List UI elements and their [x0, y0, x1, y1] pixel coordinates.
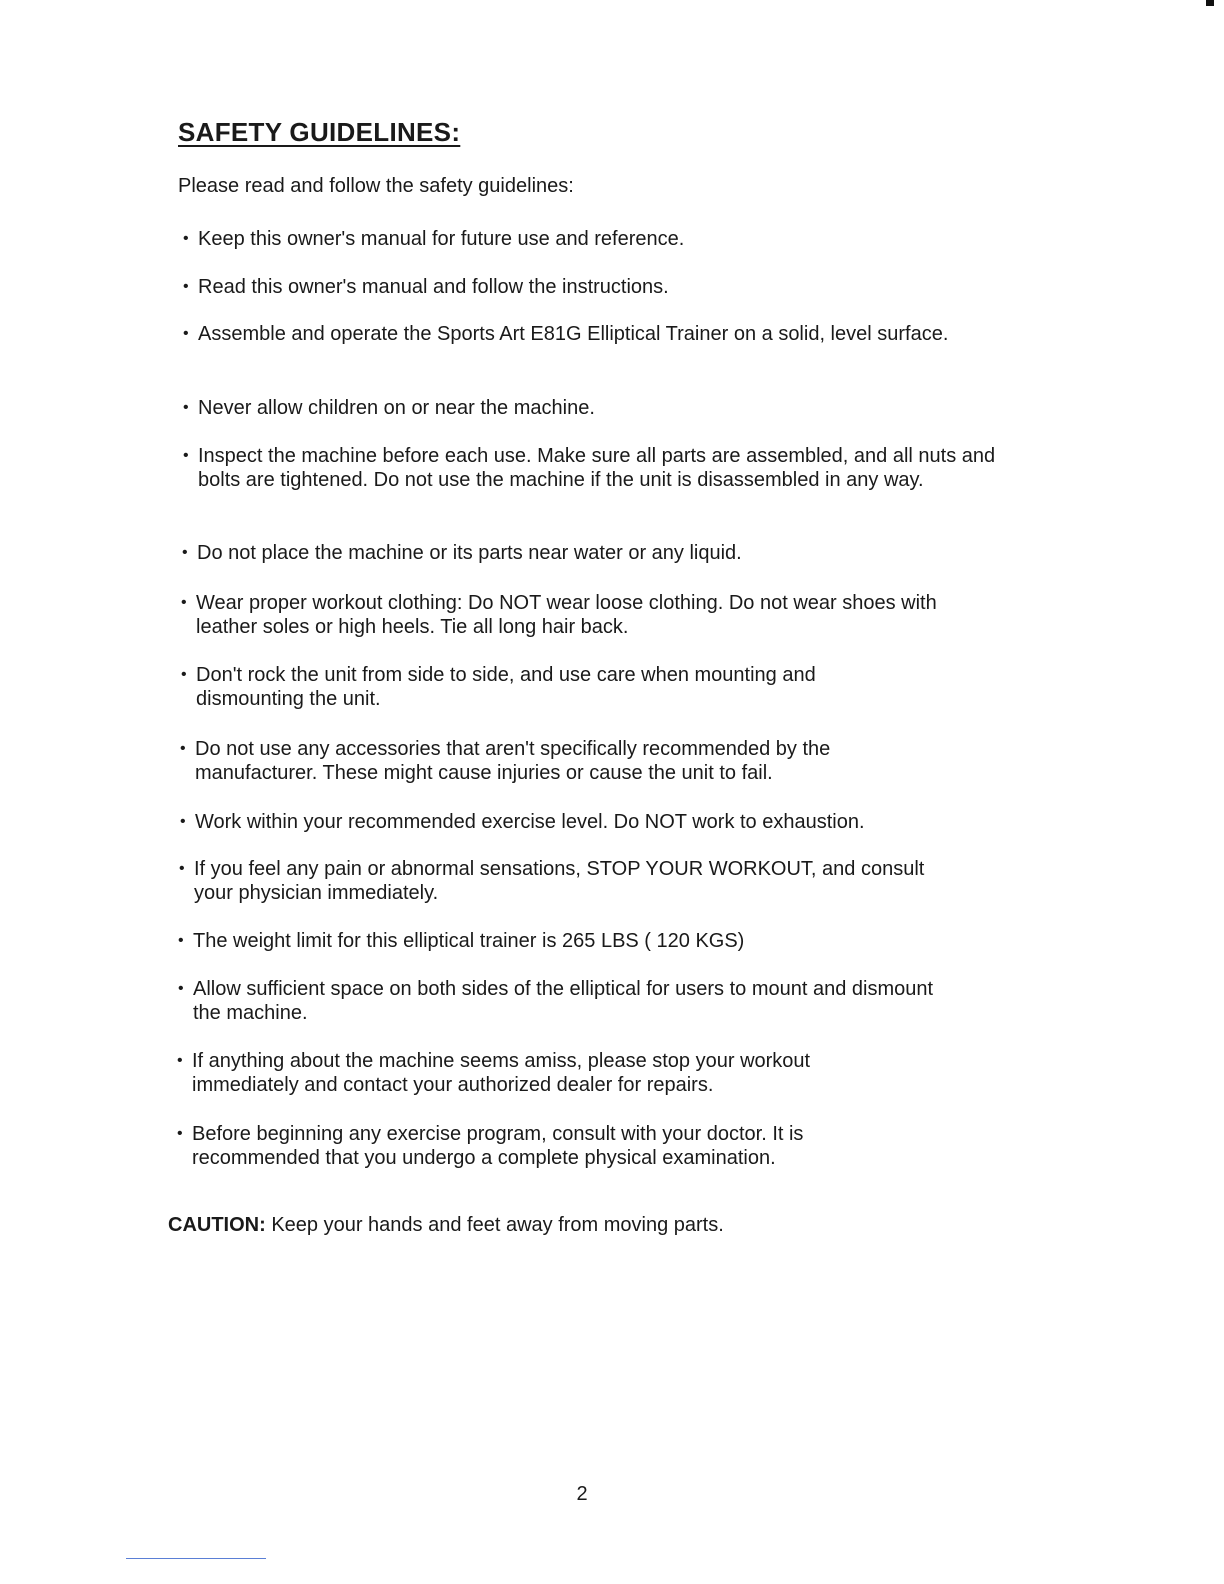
guideline-text: Keep this owner's manual for future use and reference.	[198, 228, 685, 250]
caution-text: Keep your hands and feet away from moving parts.	[265, 1214, 724, 1236]
guideline-text: Allow sufficient space on both sides of the elliptical for users to mount and dismount the machine.	[193, 978, 934, 1024]
bullet-icon: •	[182, 544, 188, 561]
caution-label: CAUTION:	[168, 1214, 266, 1236]
guideline-item	[177, 1122, 887, 1170]
guideline-item	[182, 541, 982, 565]
guideline-item	[180, 737, 920, 785]
guideline-item	[181, 663, 901, 711]
bullet-icon: •	[177, 1052, 183, 1069]
guideline-item	[183, 227, 983, 251]
guideline-text: Before beginning any exercise program, consult with your doctor. It is recommended that you undergo a complete physical examination.	[192, 1123, 804, 1169]
bullet-icon: •	[181, 594, 187, 611]
intro-text: Please read and follow the safety guidelines:	[178, 175, 574, 197]
guideline-item	[183, 444, 1023, 492]
bullet-icon: •	[183, 325, 189, 342]
guideline-text: Read this owner's manual and follow the instructions.	[198, 276, 669, 298]
guideline-item	[178, 977, 938, 1025]
guideline-text: The weight limit for this elliptical trainer is 265 LBS ( 120 KGS)	[193, 930, 745, 952]
bullet-icon: •	[183, 278, 189, 295]
bullet-icon: •	[178, 932, 184, 949]
caution-note	[168, 1214, 724, 1237]
guideline-text: Work within your recommended exercise level. Do NOT work to exhaustion.	[195, 811, 865, 833]
bullet-icon: •	[180, 740, 186, 757]
bullet-icon: •	[183, 399, 189, 416]
page-number: 2	[576, 1483, 588, 1505]
bullet-icon: •	[177, 1125, 183, 1142]
guideline-item	[183, 322, 968, 346]
guideline-text: Wear proper workout clothing: Do NOT wear loose clothing. Do not wear shoes with leather soles or high heels. Tie all long hair back.	[196, 592, 937, 638]
bullet-icon: •	[178, 980, 184, 997]
guideline-item	[177, 1049, 897, 1097]
bullet-icon: •	[180, 813, 186, 830]
bullet-icon: •	[179, 860, 185, 877]
bullet-icon: •	[181, 666, 187, 683]
footer-rule	[126, 1558, 266, 1559]
scan-corner-mark	[1206, 0, 1214, 6]
bullet-icon: •	[183, 447, 189, 464]
guideline-item	[179, 857, 939, 905]
guideline-text: Assemble and operate the Sports Art E81G Elliptical Trainer on a solid, level surface.	[198, 323, 949, 345]
guideline-item	[180, 810, 980, 834]
page-title: SAFETY GUIDELINES:	[178, 117, 461, 147]
guideline-item	[181, 591, 991, 639]
guideline-text: If anything about the machine seems amiss, please stop your workout immediately and contact your authorized dealer for repairs.	[192, 1050, 811, 1096]
guideline-text: Never allow children on or near the machine.	[198, 397, 595, 419]
guideline-text: If you feel any pain or abnormal sensations, STOP YOUR WORKOUT, and consult your physician immediately.	[194, 858, 925, 904]
guideline-text: Inspect the machine before each use. Make sure all parts are assembled, and all nuts and bolts are tightened. Do not use the machine if the unit is disassembled in any way.	[198, 445, 996, 491]
guideline-item	[183, 396, 983, 420]
bullet-icon: •	[183, 230, 189, 247]
guideline-item	[178, 929, 978, 953]
guideline-item	[183, 275, 983, 299]
guideline-text: Don't rock the unit from side to side, and use care when mounting and dismounting the unit.	[196, 664, 816, 710]
guideline-text: Do not place the machine or its parts near water or any liquid.	[197, 542, 742, 564]
guideline-text: Do not use any accessories that aren't specifically recommended by the manufacturer. These might cause injuries or cause the unit to fail.	[195, 738, 831, 784]
